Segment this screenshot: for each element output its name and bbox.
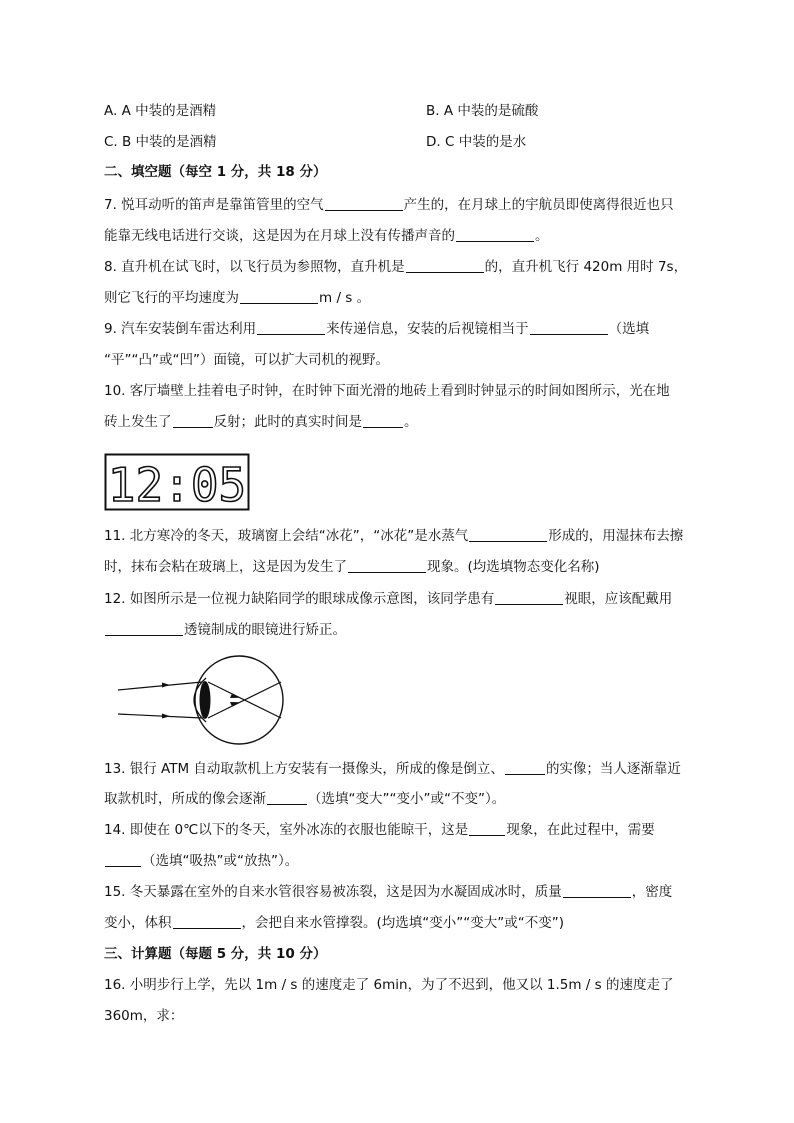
answer-blank[interactable]	[563, 883, 631, 898]
answer-blank[interactable]	[456, 227, 534, 242]
question-16-line1: 16. 小明步行上学，先以 1m / s 的速度走了 6min，为了不迟到，他又以 1.5m / s 的速度走了	[104, 977, 674, 993]
option-b: B. A 中装的是硫酸	[426, 103, 539, 119]
question-15-line2: 变小，体积 ，会把自来水管撑裂。(均选填“变小”“变大”或“不变”)	[104, 915, 564, 931]
section3-title: 三、计算题（每题 5 分，共 10 分）	[104, 946, 327, 962]
section2-title: 二、填空题（每空 1 分，共 18 分）	[104, 164, 327, 180]
answer-blank[interactable]	[267, 790, 307, 805]
question-8-line1: 8. 直升机在试飞时，以飞行员为参照物，直升机是 的，直升机飞行 420m 用时 7s，	[104, 259, 688, 275]
answer-blank[interactable]	[325, 196, 403, 211]
question-7-line1: 7. 悦耳动听的笛声是靠笛管里的空气 产生的，在月球上的宇航员即使离得很近也只	[104, 197, 674, 213]
answer-blank[interactable]	[348, 558, 426, 573]
question-9-line2: “平”“凸”或“凹”）面镜，可以扩大司机的视野。	[104, 352, 389, 368]
answer-blank[interactable]	[105, 621, 183, 636]
question-11-line2: 时，抹布会粘在玻璃上，这是因为发生了 现象。(均选填物态变化名称)	[104, 559, 600, 575]
answer-blank[interactable]	[469, 821, 505, 836]
option-a: A. A 中装的是酒精	[104, 103, 217, 119]
question-9-line1: 9. 汽车安装倒车雷达利用 来传递信息，安装的后视镜相当于 （选填	[104, 321, 650, 337]
eye-diagram	[116, 652, 288, 750]
answer-blank[interactable]	[173, 914, 241, 929]
answer-blank[interactable]	[363, 413, 403, 428]
question-10-line1: 10. 客厅墙壁上挂着电子时钟，在时钟下面光滑的地砖上看到时钟显示的时间如图所示，光在地	[104, 383, 670, 399]
answer-blank[interactable]	[530, 320, 608, 335]
question-13-line1: 13. 银行 ATM 自动取款机上方安装有一摄像头，所成的像是倒立、 的实像；当人逐渐靠近	[104, 761, 681, 777]
question-15-line1: 15. 冬天暴露在室外的自来水管很容易被冻裂，这是因为水凝固成冰时，质量 ，密度	[104, 884, 673, 900]
answer-blank[interactable]	[257, 320, 325, 335]
question-10-line2: 砖上发生了 反射；此时的真实时间是 。	[104, 414, 418, 430]
answer-blank[interactable]	[240, 289, 318, 304]
mirrored-clock-figure	[104, 453, 250, 511]
clock-display: 12:05	[107, 458, 247, 511]
question-14-line2: （选填“吸热”或“放热”）。	[104, 852, 298, 870]
question-7-line2: 能靠无线电话进行交谈，这是因为在月球上没有传播声音的 。	[104, 228, 549, 244]
answer-blank[interactable]	[505, 760, 545, 775]
question-12-line1: 12. 如图所示是一位视力缺陷同学的眼球成像示意图，该同学患有 视眼，应该配戴用	[104, 591, 673, 607]
answer-blank[interactable]	[105, 852, 141, 867]
answer-blank[interactable]	[173, 413, 213, 428]
answer-blank[interactable]	[469, 527, 547, 542]
question-8-line2: 则它飞行的平均速度为 m / s 。	[104, 290, 371, 306]
answer-blank[interactable]	[495, 590, 563, 605]
option-c: C. B 中装的是酒精	[104, 134, 217, 150]
option-d: D. C 中装的是水	[426, 134, 527, 150]
question-12-line2: 透镜制成的眼镜进行矫正。	[104, 621, 346, 639]
answer-blank[interactable]	[406, 258, 484, 273]
question-11-line1: 11. 北方寒冷的冬天，玻璃窗上会结“冰花”，“冰花”是水蒸气 形成的，用湿抹布去擦	[104, 528, 684, 544]
question-14-line1: 14. 即使在 0℃以下的冬天，室外冰冻的衣服也能晾干，这是 现象，在此过程中，需要	[104, 822, 655, 838]
question-13-line2: 取款机时，所成的像会逐渐 （选填“变大”“变小”或“不变”）。	[104, 791, 506, 807]
question-16-line2: 360m，求：	[104, 1008, 184, 1024]
